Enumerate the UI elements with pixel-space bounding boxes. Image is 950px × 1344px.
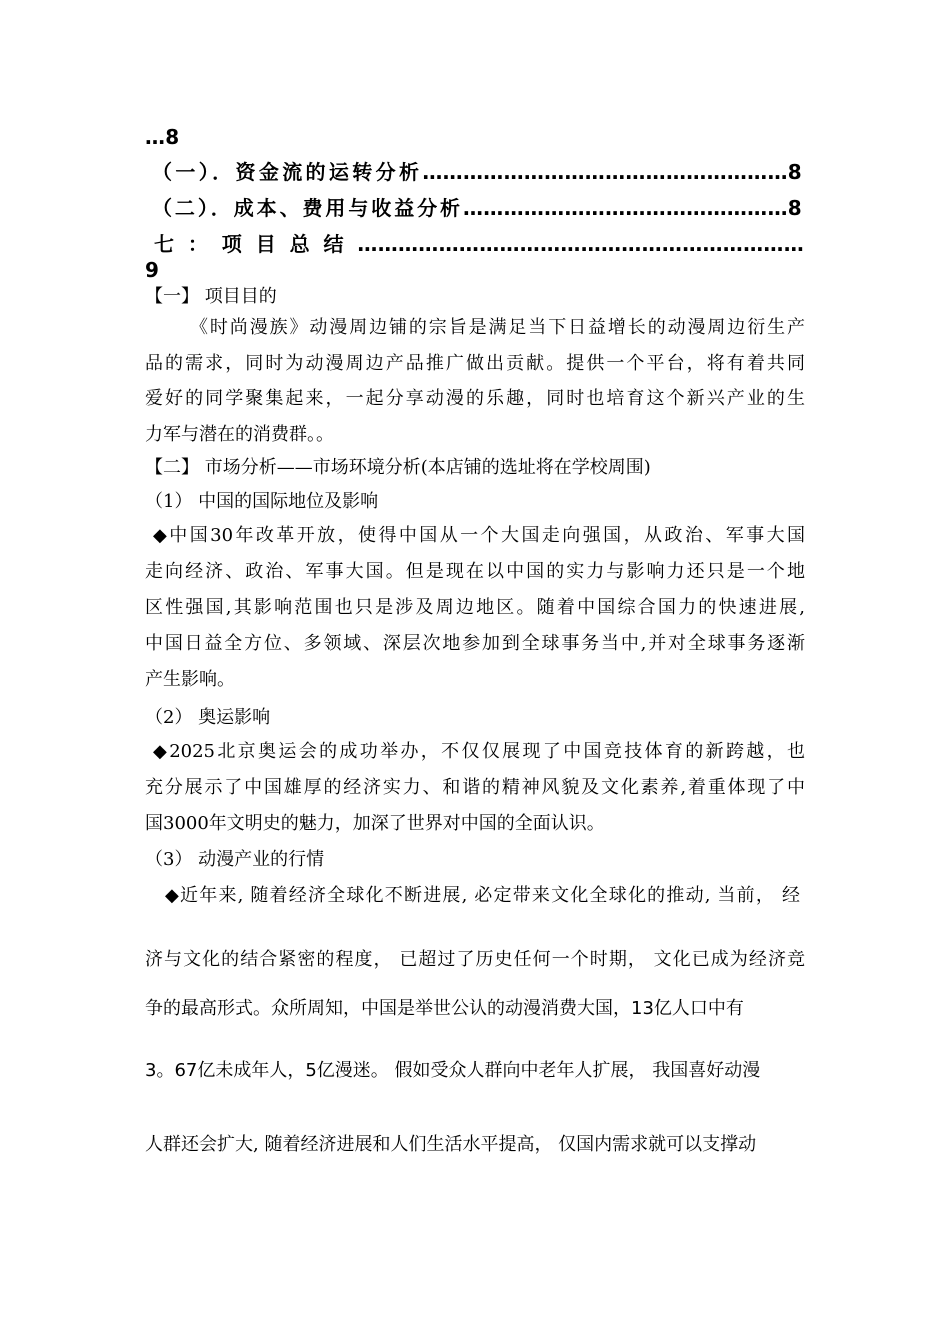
paragraph-line: 力军与潜在的消费群。。 <box>145 424 334 445</box>
paragraph-line: 中国日益全方位、多领域、深层次地参加到全球事务当中,并对全球事务逐渐 <box>145 633 805 654</box>
paragraph-line: 人群还会扩大, 随着经济进展和人们生活水平提高， 仅国内需求就可以支撑动 <box>145 1134 757 1155</box>
paragraph-line: 国3000年文明史的魅力，加深了世界对中国的全面认识。 <box>145 813 605 834</box>
paragraph-line: 爱好的同学聚集起来，一起分享动漫的乐趣，同时也培育这个新兴产业的生 <box>145 388 805 409</box>
paragraph-line: 品的需求，同时为动漫周边产品推广做出贡献。提供一个平台，将有着共同 <box>145 353 805 374</box>
paragraph-line: 《时尚漫族》动漫周边铺的宗旨是满足当下日益增长的动漫周边衍生产 <box>190 317 805 338</box>
subsection-title-international: （1） 中国的国际地位及影响 <box>145 491 379 512</box>
paragraph-line: 3。67亿未成年人，5亿漫迷。 假如受众人群向中老年人扩展， 我国喜好动漫 <box>145 1060 761 1081</box>
toc-item-summary[interactable]: 七：项目总结………………………………………………………… <box>154 232 804 256</box>
paragraph-line: ◆中国30年改革开放，使得中国从一个大国走向强国，从政治、军事大国 <box>153 525 805 546</box>
toc-continued-page: …8 <box>145 125 180 149</box>
paragraph-line: 充分展示了中国雄厚的经济实力、和谐的精神风貌及文化素养,着重体现了中 <box>145 777 805 798</box>
toc-item-funds[interactable]: （一）．资金流的运转分析………………………………………………8 <box>152 160 802 184</box>
paragraph-line: ◆2025北京奥运会的成功举办，不仅仅展现了中国竞技体育的新跨越，也 <box>153 741 805 762</box>
section-heading-market: 【二】 市场分析——市场环境分析(本店铺的选址将在学校周围) <box>145 457 651 478</box>
section-heading-purpose: 【一】 项目目的 <box>145 286 277 307</box>
toc-item-cost[interactable]: （二）．成本、费用与收益分析…………………………………………8 <box>152 196 802 220</box>
subsection-title-anime-industry: （3） 动漫产业的行情 <box>145 849 325 870</box>
subsection-title-olympics: （2） 奥运影响 <box>145 707 271 728</box>
paragraph-line: 争的最高形式。众所周知，中国是举世公认的动漫消费大国，13亿人口中有 <box>145 998 744 1019</box>
paragraph-line: 区性强国,其影响范围也只是涉及周边地区。随着中国综合国力的快速进展, <box>145 597 805 618</box>
paragraph-line: 产生影响。 <box>145 669 235 690</box>
toc-item-summary-page: 9 <box>145 258 160 282</box>
paragraph-line: ◆近年来, 随着经济全球化不断进展, 必定带来文化全球化的推动, 当前， 经 <box>165 885 800 906</box>
paragraph-line: 走向经济、政治、军事大国。但是现在以中国的实力与影响力还只是一个地 <box>145 561 805 582</box>
paragraph-line: 济与文化的结合紧密的程度， 已超过了历史任何一个时期， 文化已成为经济竞 <box>145 949 805 970</box>
